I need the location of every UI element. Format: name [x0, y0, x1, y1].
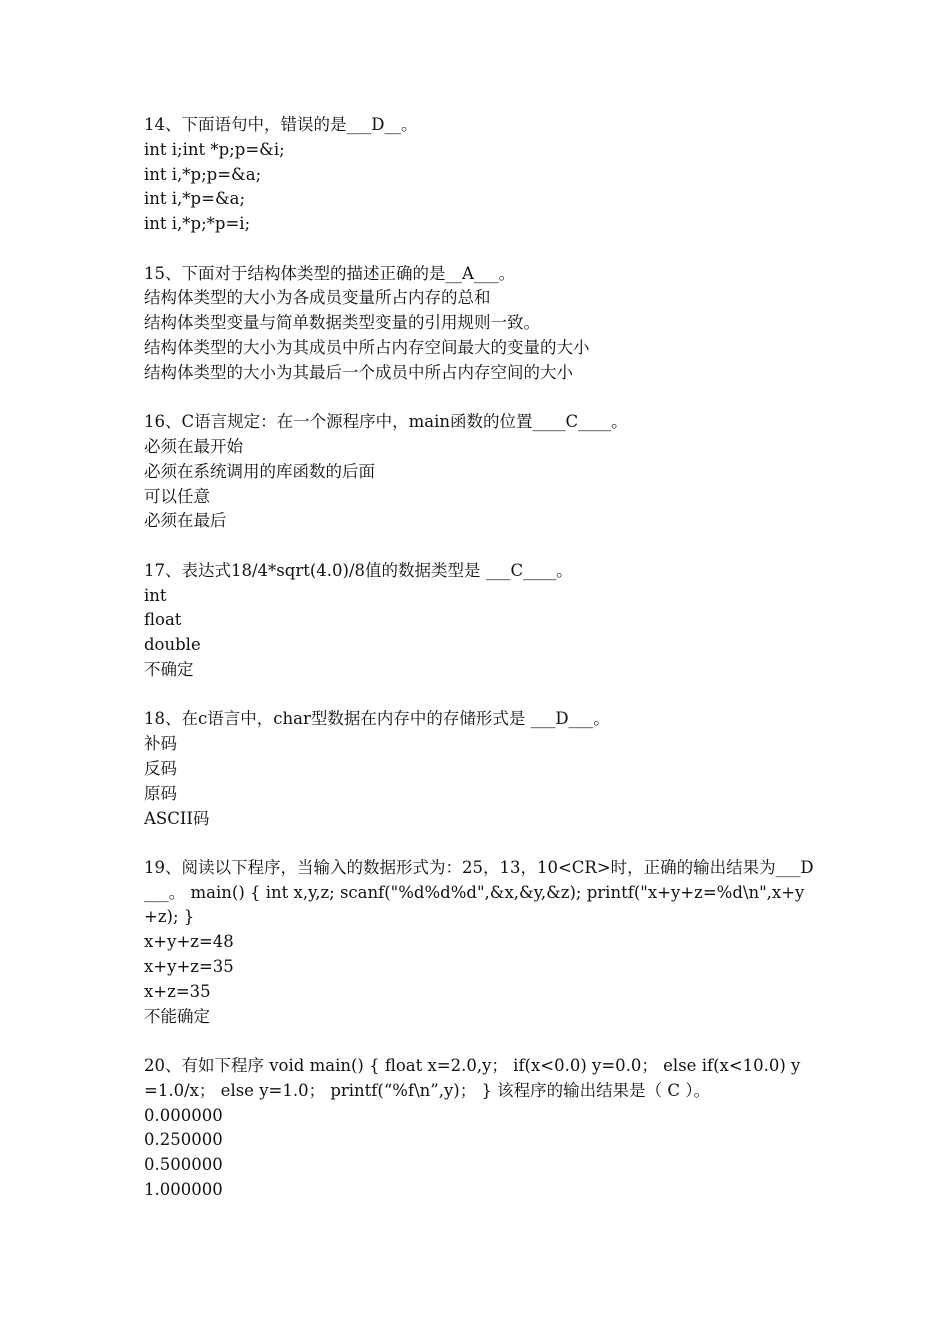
question-14 — [144, 113, 814, 237]
option-c: 结构体类型的大小为其成员中所占内存空间最大的变量的大小 — [144, 337, 590, 357]
option-c: double — [144, 635, 201, 655]
option-c: x+z=35 — [144, 981, 211, 1001]
option-c: 0.500000 — [144, 1155, 223, 1175]
option-b: 反码 — [144, 758, 177, 778]
option-a: 补码 — [144, 734, 177, 754]
question-title: 15、下面对于结构体类型的描述正确的是__A___。 — [144, 263, 516, 283]
option-a: int i;int *p;p=&i; — [144, 139, 285, 159]
question-title: 16、C语言规定：在一个源程序中，main函数的位置____C____。 — [144, 412, 628, 432]
option-b: int i,*p;p=&a; — [144, 164, 262, 184]
option-c: 可以任意 — [144, 486, 210, 506]
question-title: 19、阅读以下程序，当输入的数据形式为：25，13，10<CR>时，正确的输出结果为___D___。 main() { int x,y,z; scanf("%d%d%d",&x,&y,&z); printf("x+y+z=%d\n",x+y+z); } — [144, 857, 814, 927]
question-16 — [144, 410, 814, 534]
option-a: int — [144, 585, 167, 605]
option-d: 不能确定 — [144, 1006, 210, 1026]
question-18 — [144, 707, 814, 831]
option-b: 必须在系统调用的库函数的后面 — [144, 461, 375, 481]
option-d: 不确定 — [144, 659, 194, 679]
option-d: ASCII码 — [144, 808, 210, 828]
option-b: x+y+z=35 — [144, 957, 234, 977]
question-15 — [144, 262, 814, 386]
option-d: 结构体类型的大小为其最后一个成员中所占内存空间的大小 — [144, 362, 573, 382]
question-title: 18、在c语言中，char型数据在内存中的存储形式是 ___D___。 — [144, 709, 610, 729]
question-title: 17、表达式18/4*sqrt(4.0)/8值的数据类型是 ___C____。 — [144, 560, 573, 580]
option-d: int i,*p;*p=i; — [144, 214, 251, 234]
question-title: 14、下面语句中，错误的是___D__。 — [144, 115, 418, 134]
document-page — [144, 113, 814, 1227]
option-d: 必须在最后 — [144, 511, 227, 531]
question-17 — [144, 559, 814, 683]
question-20 — [144, 1054, 814, 1203]
question-title: 20、有如下程序 void main() { float x=2.0,y； if(x<0.0) y=0.0； else if(x<10.0) y=1.0/x； else y=1.0； printf(“%f\n”,y)； } 该程序的输出结果是（ C ）。 — [144, 1056, 801, 1100]
option-b: 结构体类型变量与简单数据类型变量的引用规则一致。 — [144, 313, 540, 333]
option-a: 0.000000 — [144, 1105, 223, 1125]
question-19 — [144, 856, 814, 1030]
option-a: 必须在最开始 — [144, 436, 243, 456]
option-c: int i,*p=&a; — [144, 189, 246, 209]
option-a: x+y+z=48 — [144, 932, 234, 952]
option-d: 1.000000 — [144, 1180, 223, 1200]
option-a: 结构体类型的大小为各成员变量所占内存的总和 — [144, 288, 491, 308]
option-b: 0.250000 — [144, 1130, 223, 1150]
option-b: float — [144, 610, 182, 630]
option-c: 原码 — [144, 783, 177, 803]
